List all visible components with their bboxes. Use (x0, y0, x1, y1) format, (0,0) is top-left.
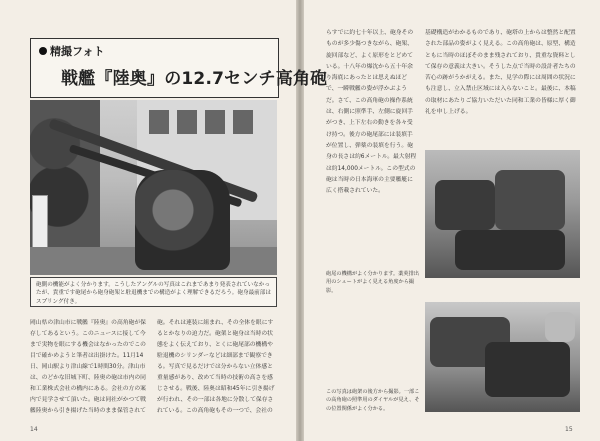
page-number-right: 15 (565, 426, 573, 433)
bullet-icon (39, 47, 47, 55)
photo-sign (32, 195, 48, 252)
main-photo-caption: 砲側の機能がよく分かります。こうしたアングルの写真はこれまであまり発表されていなかったが、貴重です砲尾から砲身砲架と駐退機までの構造がよく理解できるだろう。砲身最前部はスプリング付き。 (30, 277, 277, 307)
kicker-text: 精撮フォト (50, 45, 105, 58)
right-photo-1 (425, 150, 580, 278)
main-photo (30, 100, 277, 275)
page-number-left: 14 (30, 426, 38, 433)
article-kicker (39, 43, 104, 59)
left-body-column-1: 岡山県の津山市に戦艦『陸奥』の高角砲が保存してあるという。このニュースに接して今まで実物を眼にする機会はなかったのでこの目で確かめようと筆者は出掛けた。11月14日、岡山駅より津山線で1時間30分。津山市は、のどかな旧城下町、陸奥の砲は市内の同和工業株式会社の構内にある。会社の方の案内で見学させて頂いた。砲は同社がかつて戦艦陸奥から引き揚げた当時のまま保管されて (30, 320, 146, 414)
right-photo-1-caption: 砲尾の機構がよく分かります。薬莢排出用のシュートがよく見える角度から撮影。 (326, 271, 419, 294)
photo-window (205, 110, 225, 134)
photo-window (177, 110, 197, 134)
photo-window (233, 110, 253, 134)
article-header (30, 38, 328, 98)
right-photo-2-caption: この写真は砲架の後方から撮影。一部この高角砲の照準用のダイヤルが見え、その位置関係がよく分かる。 (326, 389, 420, 412)
right-body-column-1: らすでに約七十年以上、砲身そのものが多少傷つきながら、砲架、旋回部など、よく原形をとどめている。十八年の爆沈から五十年余り海底にあったとは思えぬほどで、一瞬戦艦の姿が浮かぶようだ。さて、この高角砲の操作系統は、右側に照準手、左側に旋回手がつき、上下左右の動きを各々受け持つ。後方の砲尾部には装填手が位置し、弾薬の装填を行う。砲身の長さは約6メートル。最大射程は約14,000メートル。この型式の砲は当時の日本海軍の主要艦艇に広く搭載されていた。 (326, 30, 417, 195)
photo-window (545, 312, 575, 342)
photo-mechanism (455, 230, 565, 270)
left-body-column-2: 砲。それは連装に組まれ、その全体を眼にするとかなりの迫力だ。砲架と砲身は当時の状態をよく伝えており、とくに砲尾部の機構や駐退機のシリンダーなどは細部まで観察できる。写真で見るだけでは分からない立体感と重量感があり、改めて当時の技術の高さを感じさせる。戦後、陸奥は昭和45年に引き揚げが行われ、その一部は各地に分散して保存されている。この高角砲もその一つで、会社の (157, 320, 275, 414)
photo-window (149, 110, 169, 134)
article-title: 戦艦『陸奥』の12.7センチ高角砲 (61, 69, 328, 89)
photo-mechanism (495, 170, 565, 230)
right-photo-2 (425, 302, 580, 412)
right-body-column-2: 基礎構造がわかるものであり、砲塔の上からは整然と配置された部品の姿がよく見える。この高角砲は、原型、構造ともに当時のほぼそのまま残されており、貴重な資料として保存の意義は大きい。そうした点で当時の設計者たちの苦心の跡がうかがえる。また、見学の際には周囲の状況にも注意し、立入禁止区域には入らないこと。最後に、本稿の取材にあたりご協力いただいた同和工業の皆様に厚く御礼を申し上げる。 (425, 30, 576, 116)
photo-mechanism (435, 180, 495, 230)
photo-mechanism (485, 342, 570, 397)
gun-mount (135, 170, 230, 270)
